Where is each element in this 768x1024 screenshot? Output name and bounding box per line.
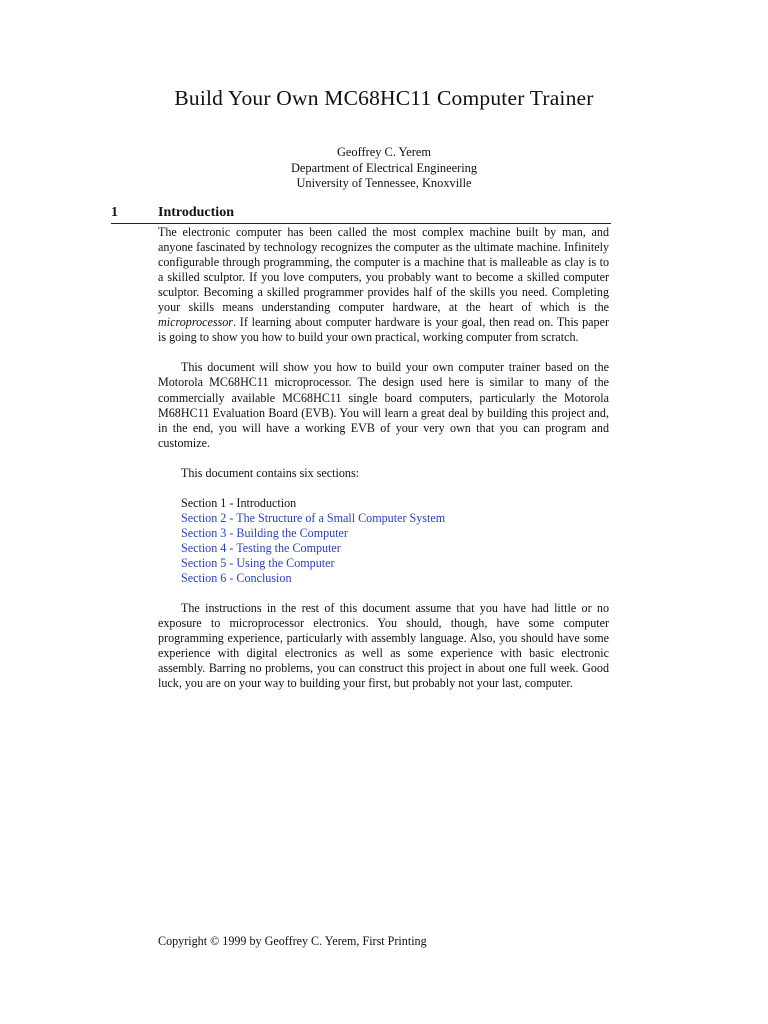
emphasis-microprocessor: microprocessor: [158, 315, 234, 330]
toc-link-section-4[interactable]: Section 4 - Testing the Computer: [181, 540, 341, 555]
section-title: Introduction: [158, 205, 234, 220]
paragraph-intro: [158, 225, 609, 345]
author-department: Department of Electrical Engineering: [290, 160, 478, 175]
paragraph-assumptions: The instructions in the rest of this document assume that you have had little or no exposure to microprocessor electronics. You should, though, have some computer programming experience, particularly with assembly language. Also, you should have some experience with digital electronics as well as some experience with basic electronic assembly. Barring no problems, you can construct this project in about one full week. Good luck, you are on your way to building your first, but probably not your last, computer.: [158, 601, 609, 691]
paragraph-text: . If learning about computer hardware is your goal, then read on. This paper is going to show you how to build your own practical, working computer from scratch.: [158, 315, 609, 345]
section-body: [158, 225, 609, 707]
toc-link-section-2[interactable]: Section 2 - The Structure of a Small Computer System: [181, 510, 446, 525]
section-heading: [111, 205, 611, 224]
toc-item-section-2[interactable]: [181, 511, 609, 526]
author-university: University of Tennessee, Knoxville: [296, 176, 472, 190]
toc-item-section-3[interactable]: [181, 526, 609, 541]
toc-link-section-5[interactable]: Section 5 - Using the Computer: [181, 556, 335, 571]
toc-item-section-5[interactable]: [181, 556, 609, 571]
toc-link-section-3[interactable]: Section 3 - Building the Computer: [181, 525, 348, 540]
toc-item-section-4[interactable]: [181, 541, 609, 556]
author-name: Geoffrey C. Yerem: [336, 145, 432, 159]
paragraph-overview: This document will show you how to build your own computer trainer based on the Motorola MC68HC11 microprocessor. The design used here is similar to many of the commercially available MC68HC11 single board computers, particularly the Motorola M68HC11 Evaluation Board (EVB). You will learn a great deal by building this project and, in the end, you will have a working EVB of your very own that you can program and customize.: [158, 360, 609, 450]
copyright-footer: Copyright © 1999 by Geoffrey C. Yerem, First Printing: [158, 934, 427, 948]
toc-link-section-6[interactable]: Section 6 - Conclusion: [181, 571, 292, 586]
toc-item-section-1: Section 1 - Introduction: [181, 495, 297, 510]
toc-item-section-6[interactable]: [181, 571, 609, 586]
section-number: 1: [111, 205, 118, 220]
paragraph-sections-intro: This document contains six sections:: [181, 465, 360, 480]
section-list: [158, 496, 609, 586]
paragraph-text: The electronic computer has been called the most complex machine built by man, and anyone fascinated by technology recognizes the computer as the ultimate machine. Infinitely configurable through programming, the computer is a machine that is malleable as clay is to a skilled sculptor. If you love computers, you probably want to become a skilled computer sculptor. Becoming a skilled programmer provides half of the skills you need. Completing your skills means understanding computer hardware, at the heart of which is the: [158, 225, 609, 315]
document-title: Build Your Own MC68HC11 Computer Trainer: [174, 86, 594, 110]
author-block: [0, 145, 768, 192]
